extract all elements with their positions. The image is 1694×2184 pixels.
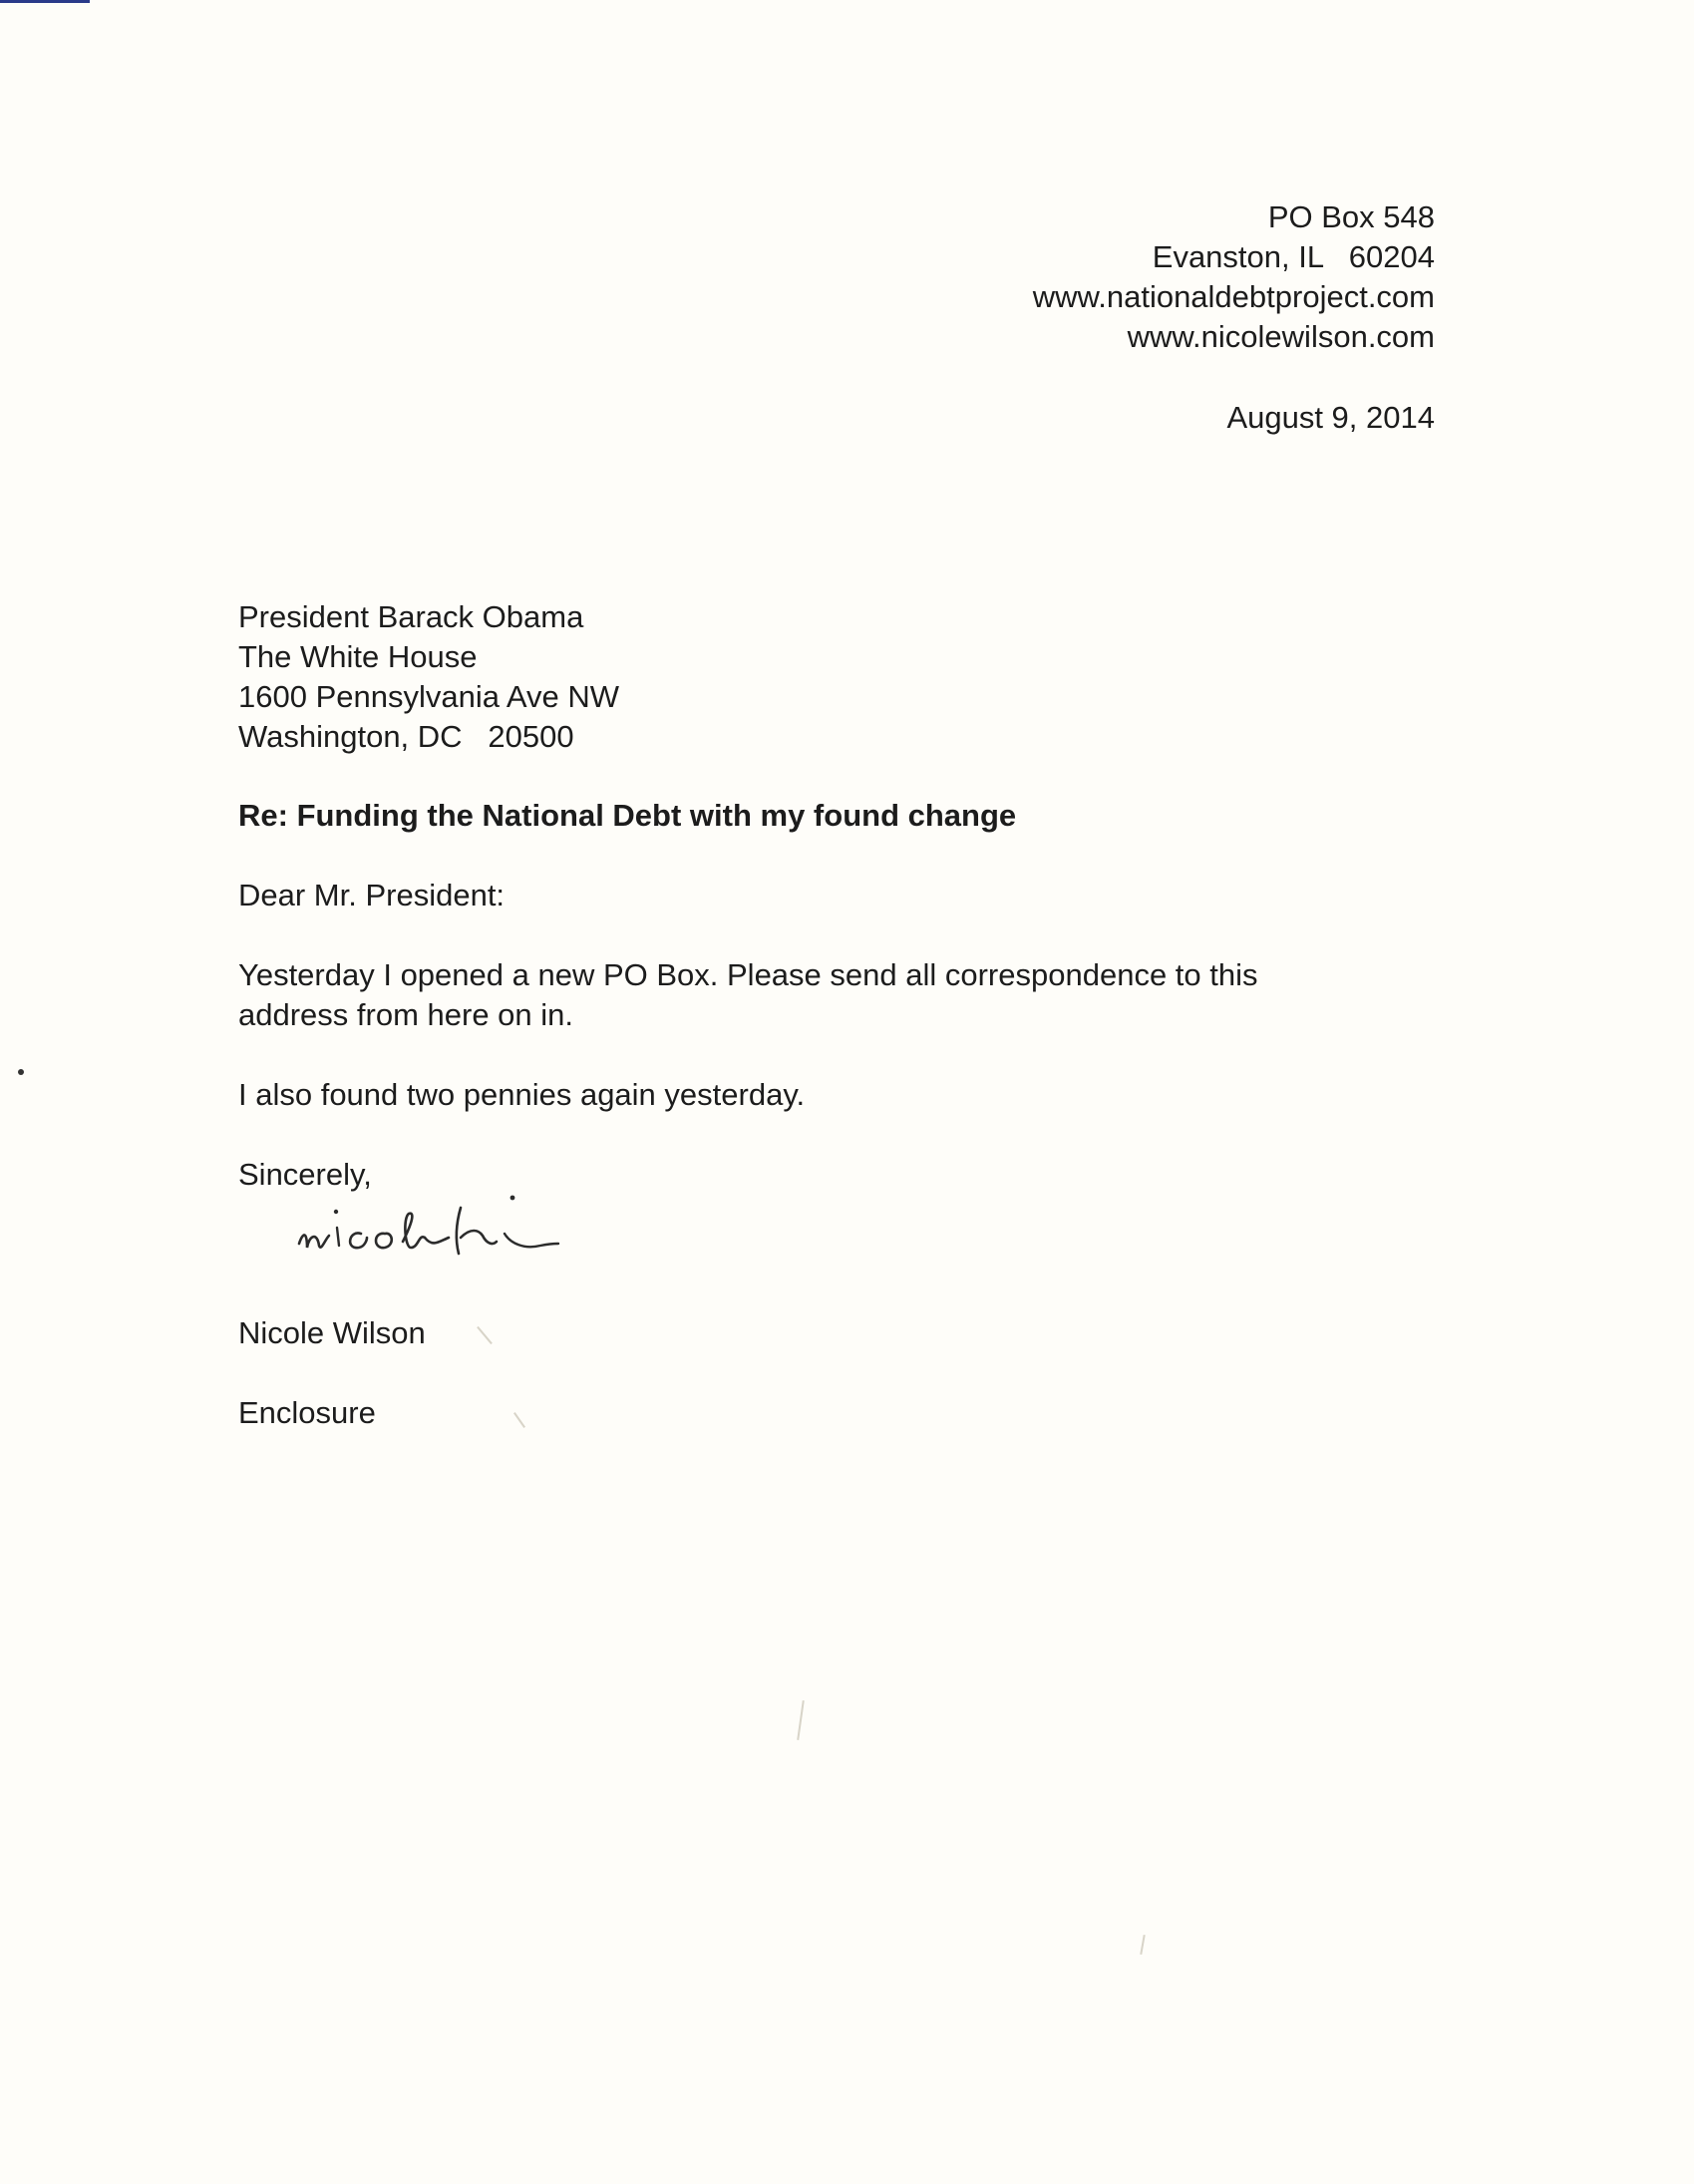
scan-edge-mark: [0, 0, 90, 3]
sender-city-state-zip: Evanston, IL 60204: [1152, 239, 1435, 274]
sender-po-box: PO Box 548: [1267, 199, 1435, 234]
signer-name: Nicole Wilson: [238, 1315, 426, 1350]
body-paragraph-1-line-1: Yesterday I opened a new PO Box. Please send all correspondence to this: [238, 957, 1258, 992]
paper-speck: [513, 1412, 525, 1428]
salutation: Dear Mr. President:: [238, 878, 506, 912]
sender-address-block: [1033, 197, 1435, 357]
recipient-name: President Barack Obama: [238, 599, 584, 634]
enclosure-note: Enclosure: [238, 1395, 376, 1430]
closing: Sincerely,: [238, 1157, 372, 1192]
subject-line: Re: Funding the National Debt with my found change: [238, 798, 1017, 833]
paper-speck: [477, 1326, 493, 1344]
body-paragraph-2: I also found two pennies again yesterday.: [238, 1077, 806, 1112]
recipient-organization: The White House: [238, 639, 478, 674]
body-paragraph-1: [238, 955, 1435, 1035]
letter-date: August 9, 2014: [1226, 400, 1435, 435]
body-paragraph-1-line-2: address from here on in.: [238, 997, 574, 1032]
scan-dot-mark: [18, 1069, 24, 1075]
recipient-city-state-zip: Washington, DC 20500: [238, 719, 574, 754]
recipient-street: 1600 Pennsylvania Ave NW: [238, 679, 619, 714]
paper-speck: [797, 1700, 805, 1740]
sender-website-2: www.nicolewilson.com: [1127, 319, 1435, 354]
paper-speck: [1140, 1935, 1145, 1955]
sender-website-1: www.nationaldebtproject.com: [1032, 279, 1435, 314]
recipient-address-block: [238, 597, 619, 757]
handwritten-signature: [289, 1192, 668, 1281]
